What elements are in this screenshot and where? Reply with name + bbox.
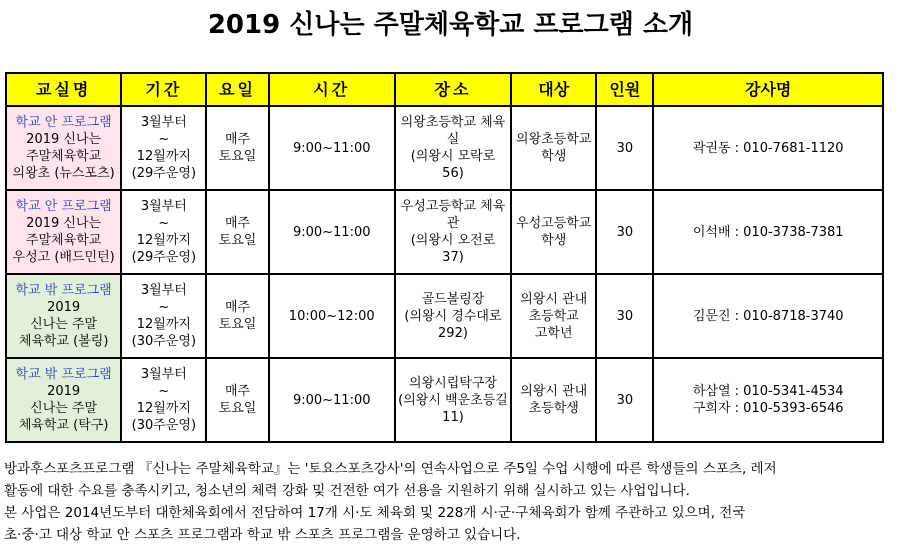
- class-name-cell: [6, 106, 121, 190]
- header-count: 인원: [596, 73, 653, 106]
- class-name-cell-line: 2019: [47, 384, 81, 400]
- footer-line: 방과후스포츠프로그램 『신나는 주말체육학교』는 '토요스포츠강사'의 연속사업으로 주5일 수업 시행에 따른 학생들의 스포츠, 레저: [4, 461, 777, 477]
- period-cell: [121, 358, 206, 442]
- instructor-cell: [653, 274, 883, 358]
- place-cell-line: (의왕시 백운초등길 11): [398, 392, 508, 425]
- target-cell-line: 학생: [541, 233, 567, 249]
- period-cell-line: (30주운영): [131, 334, 197, 350]
- program-kind-label: 학교 안 프로그램: [15, 115, 112, 131]
- instructor-cell-line: 곽권동 : 010-7681-1120: [692, 140, 844, 156]
- instructor-cell-line: 이석배 : 010-3738-7381: [692, 224, 844, 240]
- target-cell-line: 학생: [541, 149, 567, 165]
- class-name-cell-line: 주말체육학교: [25, 233, 102, 249]
- time-cell: 9:00~11:00: [269, 190, 395, 274]
- day-cell-line: 토요일: [218, 149, 257, 165]
- place-cell: [395, 274, 511, 358]
- header-time: 시간: [269, 73, 395, 106]
- header-day: 요일: [206, 73, 268, 106]
- program-kind-label: 학교 밖 프로그램: [15, 367, 112, 383]
- period-cell-line: 3월부터: [140, 199, 187, 215]
- target-cell-line: 초등학생: [528, 401, 579, 417]
- period-cell-line: 3월부터: [140, 283, 187, 299]
- place-cell: [395, 358, 511, 442]
- target-cell-line: 의왕시 관내: [520, 384, 588, 400]
- period-cell-line: 3월부터: [140, 115, 187, 131]
- target-cell: [511, 274, 596, 358]
- table-row: [6, 106, 883, 190]
- day-cell-line: 매주: [224, 132, 251, 148]
- instructor-cell: [653, 106, 883, 190]
- day-cell-line: 토요일: [218, 317, 257, 333]
- class-name-cell-line: 의왕초 (뉴스포츠): [12, 166, 115, 182]
- day-cell-line: 토요일: [218, 401, 257, 417]
- class-name-cell-line: 주말체육학교: [25, 149, 102, 165]
- table-row: [6, 190, 883, 274]
- day-cell-line: 매주: [224, 384, 251, 400]
- header-target: 대상: [511, 73, 596, 106]
- class-name-cell-line: 우성고 (배드민턴): [12, 250, 115, 266]
- period-cell-line: ~: [158, 300, 170, 316]
- period-cell-line: (29주운영): [131, 166, 197, 182]
- place-cell-line: 의왕시립탁구장: [409, 375, 497, 391]
- class-name-cell: [6, 274, 121, 358]
- class-name-cell-line: 신나는 주말: [30, 401, 98, 417]
- period-cell-line: ~: [158, 216, 170, 232]
- class-name-cell: [6, 358, 121, 442]
- program-kind-label: 학교 밖 프로그램: [15, 283, 112, 299]
- period-cell-line: 3월부터: [140, 367, 187, 383]
- program-kind-label: 학교 안 프로그램: [15, 199, 112, 215]
- place-cell-line: (의왕시 경수대로 292): [404, 308, 502, 341]
- time-cell: 9:00~11:00: [269, 358, 395, 442]
- day-cell: [206, 274, 268, 358]
- place-cell-line: 우성고등학교 체육관: [400, 199, 506, 232]
- count-cell: 30: [596, 358, 653, 442]
- footer-line: 초·중·고 대상 학교 안 스포츠 프로그램과 학교 밖 스포츠 프로그램을 운영하고 있습니다.: [4, 527, 521, 543]
- period-cell: [121, 274, 206, 358]
- count-cell: 30: [596, 274, 653, 358]
- day-cell-line: 매주: [224, 300, 251, 316]
- class-name-cell-line: 체육학교 (볼링): [18, 334, 109, 350]
- period-cell-line: 12월까지: [136, 401, 191, 417]
- time-cell: 9:00~11:00: [269, 106, 395, 190]
- instructor-cell: [653, 190, 883, 274]
- header-period: 기간: [121, 73, 206, 106]
- place-cell: [395, 106, 511, 190]
- header-place: 장소: [395, 73, 511, 106]
- header-class-name: 교실명: [6, 73, 121, 106]
- period-cell-line: (30주운영): [131, 418, 197, 434]
- instructor-cell-line: 하삼열 : 010-5341-4534: [692, 384, 844, 400]
- target-cell-line: 초등학교: [528, 308, 579, 324]
- class-name-cell-line: 2019 신나는: [26, 216, 102, 232]
- period-cell: [121, 190, 206, 274]
- instructor-cell: [653, 358, 883, 442]
- class-name-cell-line: 체육학교 (탁구): [18, 418, 109, 434]
- period-cell-line: (29주운영): [131, 250, 197, 266]
- table-row: [6, 274, 883, 358]
- footer-line: 활동에 대한 수요를 충족시키고, 청소년의 체력 강화 및 건전한 여가 선용을 지원하기 위해 실시하고 있는 사업입니다.: [4, 483, 690, 499]
- class-name-cell: [6, 190, 121, 274]
- count-cell: 30: [596, 106, 653, 190]
- footer-line: 본 사업은 2014년도부터 대한체육회에서 전담하여 17개 시·도 체육회 및 228개 시·군·구체육회가 함께 주관하고 있으며, 전국: [4, 505, 746, 521]
- page-title: 2019 신나는 주말체육학교 프로그램 소개: [207, 10, 694, 40]
- target-cell: [511, 358, 596, 442]
- day-cell: [206, 358, 268, 442]
- count-cell: 30: [596, 190, 653, 274]
- table-header-row: [6, 73, 883, 106]
- program-table: [5, 72, 884, 443]
- class-name-cell-line: 2019 신나는: [26, 132, 102, 148]
- class-name-cell-line: 신나는 주말: [30, 317, 98, 333]
- table-row: [6, 358, 883, 442]
- period-cell-line: 12월까지: [136, 149, 191, 165]
- target-cell-line: 고학년: [534, 325, 573, 341]
- footer-description: [4, 458, 897, 546]
- day-cell: [206, 106, 268, 190]
- place-cell-line: 골드볼링장: [421, 291, 485, 307]
- time-cell: 10:00~12:00: [269, 274, 395, 358]
- instructor-cell-line: 김문진 : 010-8718-3740: [692, 308, 844, 324]
- period-cell-line: ~: [158, 384, 170, 400]
- place-cell-line: 의왕초등학교 체육실: [400, 115, 506, 148]
- period-cell-line: 12월까지: [136, 233, 191, 249]
- period-cell-line: 12월까지: [136, 317, 191, 333]
- day-cell-line: 토요일: [218, 233, 257, 249]
- target-cell: [511, 190, 596, 274]
- target-cell-line: 의왕시 관내: [520, 291, 588, 307]
- header-instructor: 강사명: [653, 73, 883, 106]
- target-cell-line: 우성고등학교: [516, 216, 592, 232]
- period-cell: [121, 106, 206, 190]
- instructor-cell-line: 구희자 : 010-5393-6546: [692, 401, 844, 417]
- place-cell-line: (의왕시 오전로 37): [410, 233, 496, 266]
- place-cell: [395, 190, 511, 274]
- day-cell-line: 매주: [224, 216, 251, 232]
- period-cell-line: ~: [158, 132, 170, 148]
- place-cell-line: (의왕시 모락로 56): [410, 149, 496, 182]
- day-cell: [206, 190, 268, 274]
- target-cell-line: 의왕초등학교: [516, 132, 592, 148]
- class-name-cell-line: 2019: [47, 300, 81, 316]
- target-cell: [511, 106, 596, 190]
